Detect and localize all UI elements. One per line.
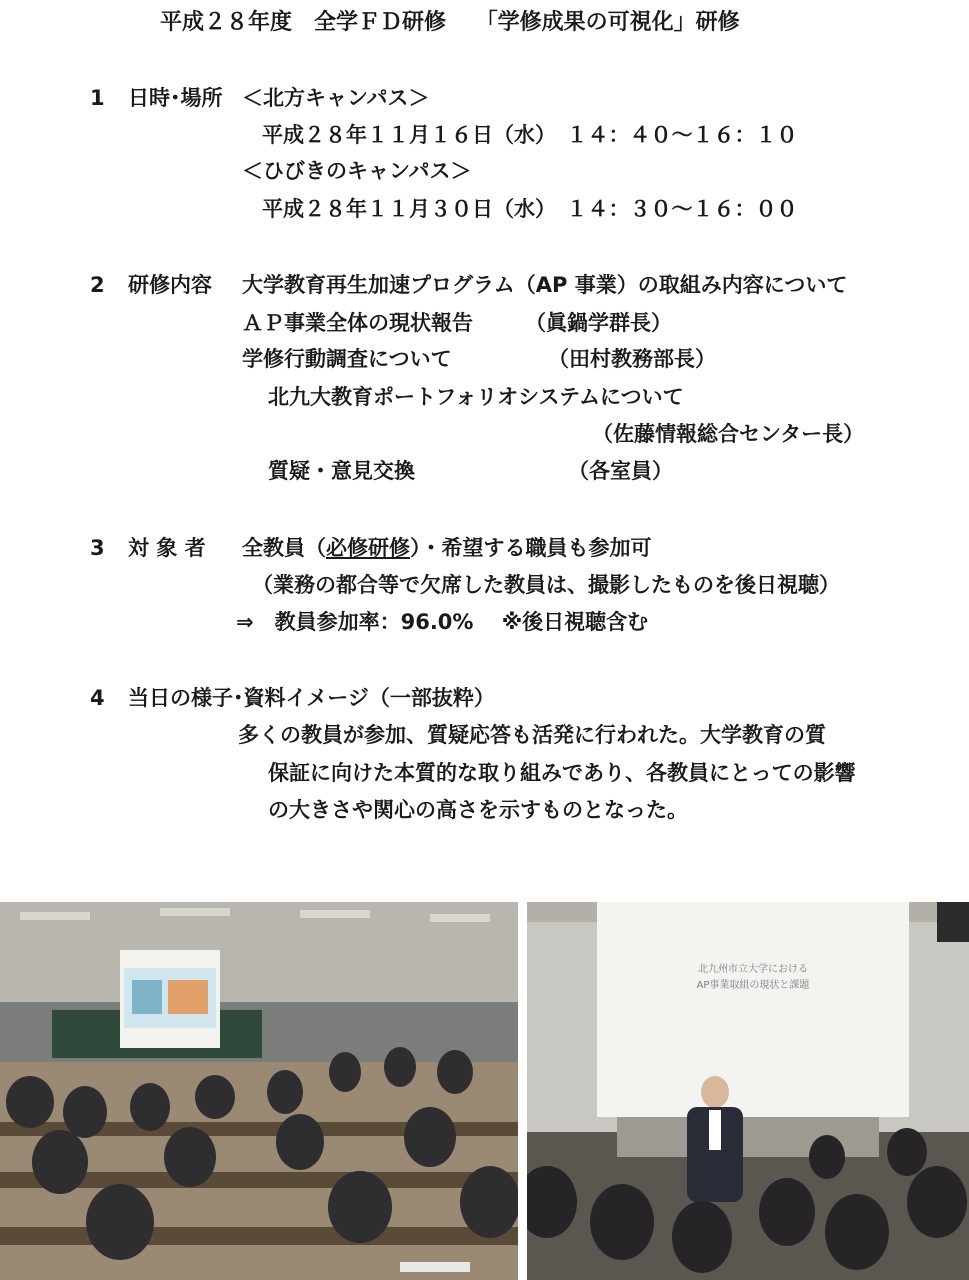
- section2-label: 研修内容: [128, 273, 212, 297]
- section3-note: （業務の都合等で欠席した教員は、撮影したものを後日視聴）: [252, 573, 840, 597]
- section1-number: 1: [90, 86, 105, 110]
- target-suffix: ）・希望する職員も参加可: [410, 536, 652, 560]
- section1-date-kitagata: 平成２８年１１月１６日（水） １４：４０～１６：１０: [262, 123, 798, 147]
- agenda-topic: 質疑・意見交換: [268, 459, 415, 483]
- agenda-speaker: （眞鍋学群長）: [525, 311, 672, 335]
- section1-label: 日時･場所: [128, 86, 223, 110]
- section2-intro: 大学教育再生加速プログラム（AP 事業）の取組み内容について: [242, 273, 848, 297]
- section4-number: 4: [90, 686, 105, 710]
- section3-target: [242, 535, 652, 561]
- page-title: 平成２８年度 全学ＦＤ研修 「学修成果の可視化」研修: [160, 10, 740, 35]
- section3-label: 対 象 者: [128, 536, 206, 560]
- section4-line: 保証に向けた本質的な取り組みであり、各教員にとっての影響: [268, 761, 856, 785]
- slide-title-line: AP事業取組の現状と課題: [696, 980, 810, 991]
- target-prefix: 全教員（: [242, 536, 326, 560]
- section1-campus-hibikino: ＜ひびきのキャンパス＞: [242, 159, 472, 183]
- photo-presenter: [527, 902, 969, 1280]
- section1-campus-kitagata: ＜北方キャンパス＞: [242, 86, 430, 110]
- slide-title-line: 北九州市立大学における: [698, 964, 808, 975]
- agenda-topic: ＡＰ事業全体の現状報告: [242, 311, 473, 335]
- target-mandatory: 必修研修: [326, 536, 410, 560]
- section3-participation-rate: ⇒ 教員参加率：96.0% ※後日視聴含む: [236, 610, 649, 634]
- agenda-speaker: （佐藤情報総合センター長）: [592, 422, 865, 446]
- photo-lecture-hall: [0, 902, 518, 1280]
- agenda-speaker: （田村教務部長）: [548, 347, 716, 371]
- section3-number: 3: [90, 536, 105, 560]
- section4-label: 当日の様子･資料イメージ（一部抜粋）: [128, 686, 495, 710]
- section4-line: の大きさや関心の高さを示すものとなった。: [268, 798, 688, 822]
- agenda-topic: 学修行動調査について: [242, 347, 452, 371]
- section1-date-hibikino: 平成２８年１１月３０日（水） １４：３０～１６：００: [262, 197, 798, 221]
- section4-line: 多くの教員が参加、質疑応答も活発に行われた。大学教育の質: [238, 723, 826, 747]
- agenda-speaker: （各室員）: [568, 459, 673, 483]
- agenda-topic: 北九大教育ポートフォリオシステムについて: [268, 385, 684, 409]
- section2-number: 2: [90, 273, 105, 297]
